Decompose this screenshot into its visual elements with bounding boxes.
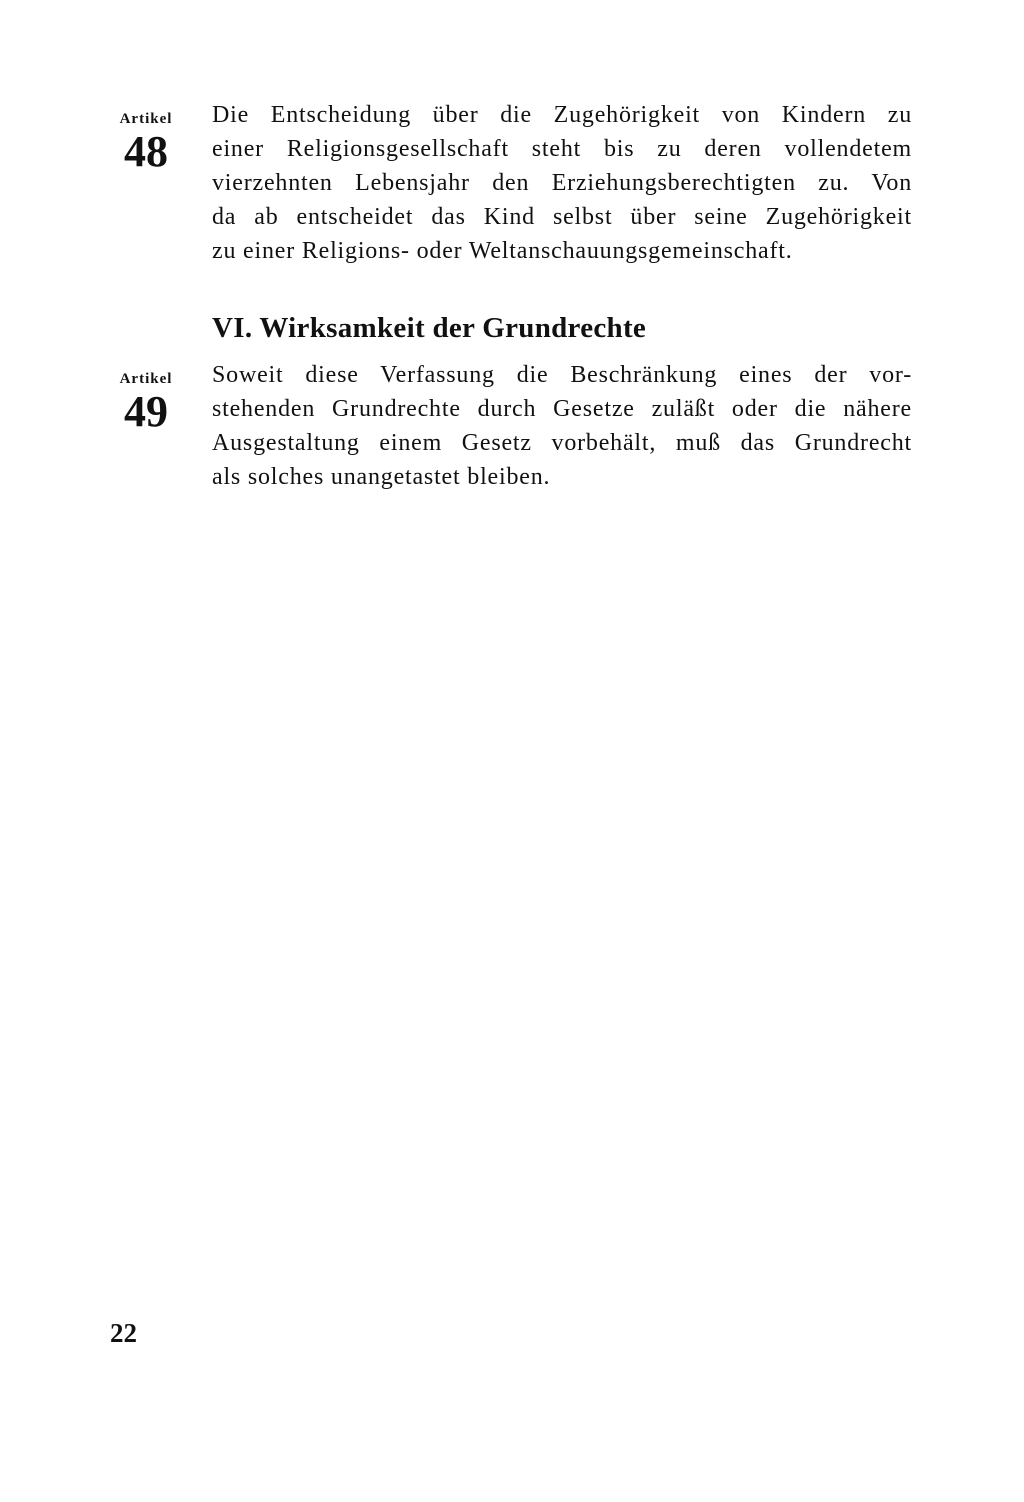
page-number: 22 <box>110 1318 137 1348</box>
text-line: vierzehnten Lebensjahr den Erziehungsberechtigten zu. Von <box>212 170 912 196</box>
text-line: als solches unangetastet bleiben. <box>212 464 551 490</box>
text-line: zu einer Religions- oder Weltanschauungsgemeinschaft. <box>212 238 793 264</box>
section-heading: VI. Wirksamkeit der Grundrechte <box>212 312 647 344</box>
text-line: da ab entscheidet das Kind selbst über seine Zugehörigkeit <box>212 204 912 230</box>
article-number: 49 <box>124 387 168 436</box>
article-number: 48 <box>124 127 168 176</box>
article-marker <box>110 110 182 174</box>
text-line: Die Entscheidung über die Zugehörigkeit von Kindern zu <box>212 102 912 128</box>
article-marker <box>110 370 182 434</box>
article-text <box>212 358 912 494</box>
article-label: Artikel <box>119 371 173 387</box>
article-label: Artikel <box>119 111 173 127</box>
text-line: stehenden Grundrechte durch Gesetze zuläßt oder die nähere <box>212 396 912 422</box>
text-line: einer Religionsgesellschaft steht bis zu deren vollendetem <box>212 136 912 162</box>
text-line: Ausgestaltung einem Gesetz vorbehält, muß das Grundrecht <box>212 430 912 456</box>
article-text <box>212 98 912 268</box>
text-line: Soweit diese Verfassung die Beschränkung eines der vor- <box>212 362 912 388</box>
